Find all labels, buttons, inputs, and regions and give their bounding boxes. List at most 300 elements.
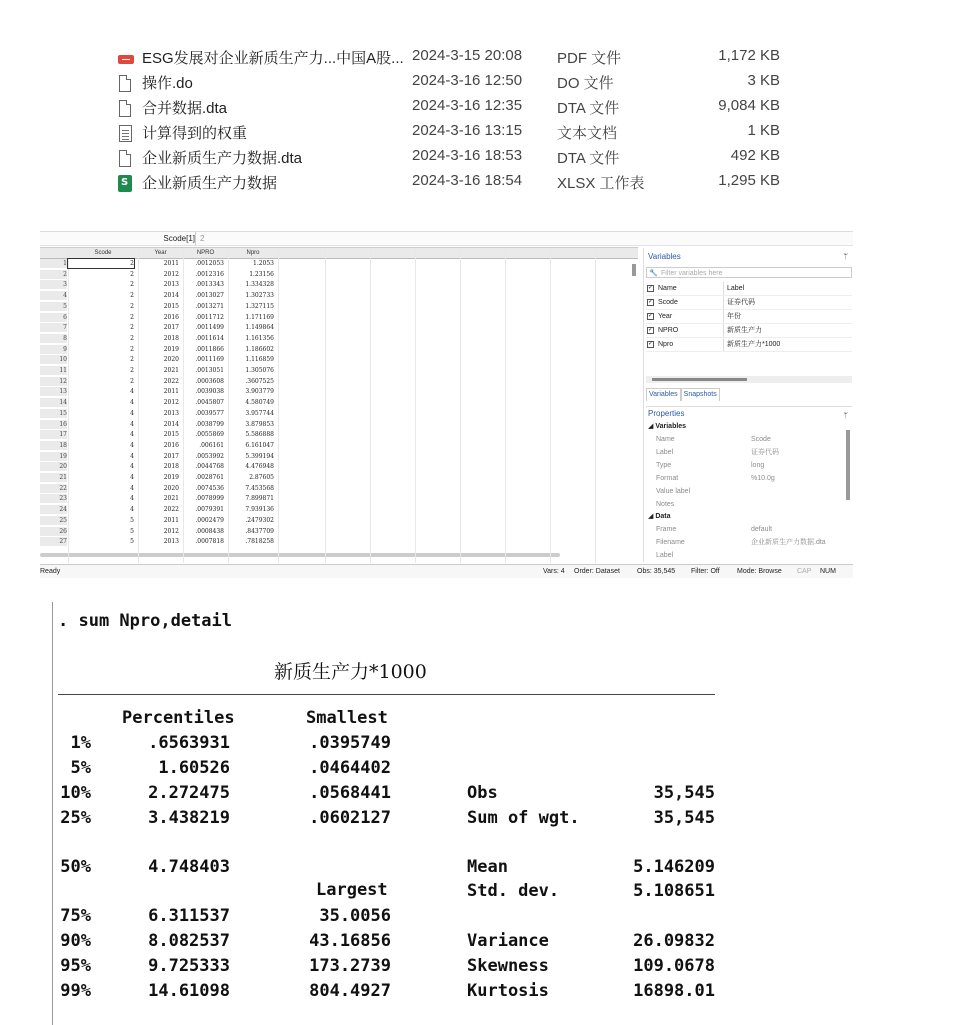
file-icon (118, 73, 134, 91)
cell-scode[interactable]: 2 (130, 324, 134, 332)
variable-row[interactable] (646, 338, 852, 352)
file-size: 1,295 KB (718, 172, 780, 189)
cell-scode[interactable]: 4 (130, 452, 134, 460)
cell-scode[interactable]: 2 (68, 259, 134, 268)
row-number: 12 (40, 377, 67, 386)
stat-value: 26.09832 (633, 931, 715, 951)
file-date: 2024-3-16 13:15 (412, 122, 523, 139)
cell-npro-raw[interactable]: .0013027 (195, 292, 224, 300)
cell-npro[interactable]: 1.302733 (245, 292, 274, 300)
cell-npro[interactable]: 4.476948 (245, 463, 274, 471)
cell-npro-raw[interactable]: .006161 (199, 441, 224, 449)
cell-npro-raw[interactable]: .0011712 (195, 313, 224, 321)
file-type: 文本文档 (557, 125, 618, 142)
file-type: DTA 文件 (557, 100, 620, 117)
extreme-value: .0602127 (309, 808, 391, 828)
file-row[interactable] (118, 94, 818, 119)
variables-table (646, 282, 852, 352)
status-bar (40, 564, 853, 578)
percentile-value: 8.082537 (148, 931, 230, 951)
variable-name: Year (658, 313, 673, 320)
percentile-label: 50% (60, 857, 91, 877)
cell-scode[interactable]: 4 (130, 506, 134, 514)
table-row[interactable] (40, 494, 638, 503)
property-key: Label (656, 449, 674, 456)
row-number: 2 (40, 270, 67, 279)
cell-year[interactable]: 2014 (163, 292, 179, 300)
table-row[interactable] (40, 409, 638, 418)
percentile-label: 90% (60, 931, 91, 951)
row-number: 20 (40, 462, 67, 471)
file-row[interactable] (118, 119, 818, 144)
text-file-icon (118, 123, 134, 141)
cell-scode[interactable]: 2 (130, 292, 134, 300)
row-number: 8 (40, 334, 67, 343)
row-number: 16 (40, 420, 67, 429)
cell-npro-raw[interactable]: .0003608 (195, 377, 224, 385)
file-date: 2024-3-16 12:50 (412, 72, 523, 89)
variable-name: Scode (658, 299, 678, 306)
status-ready: Ready (40, 568, 61, 575)
variables-header-label[interactable]: Label (723, 282, 744, 295)
percentile-value: 14.61098 (148, 981, 230, 1001)
cell-year[interactable]: 2017 (163, 324, 179, 332)
cell-year[interactable]: 2013 (163, 409, 179, 417)
property-row[interactable] (646, 472, 852, 485)
cell-npro-raw[interactable]: .0012053 (195, 260, 224, 267)
cell-npro[interactable]: 1.305076 (245, 367, 274, 374)
cell-npro-raw[interactable]: .0055869 (195, 431, 224, 439)
cell-npro-raw[interactable]: .0013343 (195, 281, 224, 289)
file-size: 1 KB (747, 122, 780, 139)
variable-label: 新质生产力 (723, 324, 762, 337)
table-row[interactable] (40, 323, 638, 332)
percentile-value: 9.725333 (148, 956, 230, 976)
table-row[interactable] (40, 366, 638, 375)
file-row[interactable] (118, 44, 818, 69)
table-row[interactable] (40, 516, 638, 525)
cell-year[interactable]: 2018 (163, 334, 179, 342)
file-name: ESG发展对企业新质生产力...中国A股... (142, 50, 404, 67)
cell-scode[interactable]: 4 (130, 399, 134, 407)
cell-year[interactable]: 2017 (163, 452, 179, 460)
table-row[interactable] (40, 473, 638, 482)
cell-year[interactable]: 2012 (163, 527, 179, 535)
cell-year[interactable]: 2014 (163, 420, 179, 428)
stat-value: 5.108651 (633, 881, 715, 901)
cell-year[interactable]: 2021 (163, 367, 179, 374)
checkbox-icon[interactable]: ✓ (648, 299, 654, 305)
property-row[interactable] (646, 485, 852, 498)
row-number: 23 (40, 494, 67, 503)
property-row[interactable] (646, 498, 852, 511)
table-row[interactable] (40, 377, 638, 386)
cell-scode[interactable]: 2 (130, 270, 134, 278)
percentile-label: 99% (60, 981, 91, 1001)
row-number: 7 (40, 323, 67, 332)
file-row[interactable] (118, 69, 818, 94)
column-header-scode[interactable]: Scode (94, 250, 112, 256)
table-row[interactable] (40, 302, 638, 311)
cell-npro[interactable]: 1.186602 (245, 345, 274, 353)
status-cap: CAP (797, 568, 812, 575)
variables-horizontal-scrollbar[interactable] (652, 378, 747, 381)
cell-npro[interactable]: 5.586888 (245, 431, 274, 439)
extreme-value: .0464402 (309, 758, 391, 778)
cell-year[interactable]: 2015 (163, 302, 179, 310)
property-value: Scode (751, 436, 771, 443)
row-number: 25 (40, 516, 67, 525)
properties-section-data[interactable]: ◢ Data (648, 513, 671, 520)
property-row[interactable] (646, 459, 852, 472)
cell-npro-raw[interactable]: .0053992 (195, 452, 224, 460)
extreme-value: 43.16856 (309, 931, 391, 951)
file-icon (118, 148, 134, 166)
property-key: Name (656, 436, 675, 443)
checkbox-icon[interactable]: ✓ (648, 313, 654, 319)
cell-scode[interactable]: 4 (130, 431, 134, 439)
table-row[interactable] (40, 462, 638, 471)
file-size: 3 KB (747, 72, 780, 89)
cell-npro-raw[interactable]: .0012316 (195, 270, 224, 278)
row-number: 15 (40, 409, 67, 418)
file-size: 1,172 KB (718, 47, 780, 64)
table-row[interactable] (40, 270, 638, 279)
properties-section-label: Data (655, 513, 671, 520)
status-obs: Obs: 35,545 (637, 568, 676, 575)
stat-value: 16898.01 (633, 981, 715, 1001)
cell-year[interactable]: 2012 (163, 399, 179, 407)
percentile-label: 75% (60, 906, 91, 926)
row-number: 26 (40, 527, 67, 536)
property-value: 企业新质生产力数据.dta (751, 539, 826, 546)
cell-year[interactable]: 2018 (163, 463, 179, 471)
stat-label: Sum of wgt. (467, 808, 580, 828)
cell-npro-raw[interactable]: .0007818 (195, 538, 224, 546)
cell-npro-raw[interactable]: .0078999 (195, 495, 224, 503)
cell-npro-raw[interactable]: .0039038 (195, 388, 224, 396)
percentile-value: 4.748403 (148, 857, 230, 877)
percentile-value: 3.438219 (148, 808, 230, 828)
cell-scode[interactable]: 4 (130, 409, 134, 417)
cell-npro[interactable]: 3.903779 (245, 388, 274, 396)
cell-scode[interactable]: 4 (130, 463, 134, 471)
row-number: 27 (40, 537, 67, 546)
cell-npro[interactable]: 1.161356 (245, 334, 274, 342)
cell-year[interactable]: 2015 (163, 431, 179, 439)
property-row[interactable] (646, 536, 852, 549)
cell-year[interactable]: 2011 (163, 260, 179, 267)
table-row[interactable] (40, 291, 638, 300)
extreme-value: 804.4927 (309, 981, 391, 1001)
percentile-label: 1% (70, 733, 91, 753)
property-row[interactable] (646, 433, 852, 446)
cell-npro[interactable]: .8437709 (245, 527, 274, 535)
stat-label: Std. dev. (467, 881, 560, 901)
row-number: 9 (40, 345, 67, 354)
cell-npro-raw[interactable]: .0044768 (195, 463, 224, 471)
table-row[interactable] (40, 430, 638, 439)
cell-year[interactable]: 2013 (163, 281, 179, 289)
file-type: DTA 文件 (557, 150, 620, 167)
cell-npro[interactable]: .7818258 (245, 538, 274, 546)
file-date: 2024-3-16 12:35 (412, 97, 523, 114)
file-row[interactable] (118, 144, 818, 169)
variable-label: 新质生产力*1000 (723, 338, 780, 351)
properties-section-variables[interactable]: ◢ Variables (648, 423, 687, 430)
cell-npro[interactable]: 3.957744 (245, 409, 274, 417)
row-number: 22 (40, 484, 67, 493)
checkbox-icon[interactable]: ✓ (648, 341, 654, 347)
cell-npro-raw[interactable]: .0013051 (195, 367, 224, 374)
status-num: NUM (820, 568, 836, 575)
cell-npro[interactable]: 1.334328 (245, 281, 274, 289)
spreadsheet-icon (118, 173, 134, 191)
file-name: 企业新质生产力数据 (142, 175, 278, 192)
row-number: 4 (40, 291, 67, 300)
properties-scrollbar[interactable] (846, 430, 850, 500)
file-name: 企业新质生产力数据.dta (142, 150, 303, 167)
variables-tabs (646, 388, 720, 400)
cell-scode[interactable]: 2 (130, 356, 134, 364)
table-row[interactable] (40, 334, 638, 343)
extreme-value: .0568441 (309, 783, 391, 803)
stat-label: Skewness (467, 956, 549, 976)
percentile-value: 6.311537 (148, 906, 230, 926)
cell-year[interactable]: 2019 (163, 345, 179, 353)
file-name: 合并数据.dta (142, 100, 228, 117)
cell-npro-raw[interactable]: .0045807 (195, 399, 224, 407)
cell-npro-raw[interactable]: .0011169 (195, 356, 224, 364)
file-name: 操作.do (142, 75, 193, 92)
cell-scode[interactable]: 5 (130, 516, 134, 524)
data-grid[interactable] (40, 247, 638, 563)
table-row[interactable] (40, 452, 638, 461)
cell-scode[interactable]: 4 (130, 474, 134, 481)
cell-npro[interactable]: 7.939136 (245, 506, 274, 514)
table-row[interactable] (40, 387, 638, 396)
grid-header (40, 248, 638, 259)
pin-icon[interactable]: ᛘ (843, 411, 848, 420)
cell-npro[interactable]: 2.87605 (249, 474, 274, 481)
cell-npro-raw[interactable]: .0008438 (195, 527, 224, 535)
cell-scode[interactable]: 2 (130, 367, 134, 374)
table-row[interactable] (40, 441, 638, 450)
cell-scode[interactable]: 2 (130, 281, 134, 289)
cell-npro[interactable]: 1.2053 (253, 260, 274, 267)
cell-npro-raw[interactable]: .0013271 (195, 302, 224, 310)
variable-row[interactable] (646, 296, 852, 310)
table-row[interactable] (40, 355, 638, 364)
percentile-label: 25% (60, 808, 91, 828)
cell-npro[interactable]: 7.453568 (245, 484, 274, 492)
cell-npro[interactable]: 3.879853 (245, 420, 274, 428)
table-row[interactable] (40, 345, 638, 354)
status-mode: Mode: Browse (737, 568, 782, 575)
tab-variables[interactable]: Variables (646, 388, 681, 401)
cell-scode[interactable]: 5 (130, 538, 134, 546)
table-row[interactable] (40, 484, 638, 493)
table-row[interactable] (40, 313, 638, 322)
properties-panel (646, 406, 852, 562)
row-number: 5 (40, 302, 67, 311)
cell-year[interactable]: 2019 (163, 474, 179, 481)
stat-label: Kurtosis (467, 981, 549, 1001)
checkbox-icon[interactable]: ✓ (648, 327, 654, 333)
stat-label: Variance (467, 931, 549, 951)
variable-row[interactable] (646, 310, 852, 324)
column-header-npro-raw[interactable]: NPRO (196, 250, 215, 256)
file-date: 2024-3-15 20:08 (412, 47, 523, 64)
status-vars: Vars: 4 (543, 568, 565, 575)
cell-scode[interactable]: 5 (130, 527, 134, 535)
cell-npro[interactable]: 7.899871 (245, 495, 274, 503)
property-key: Format (656, 475, 679, 482)
cell-npro[interactable]: 4.580749 (245, 399, 274, 407)
property-key: Frame (656, 526, 677, 533)
cell-year[interactable]: 2013 (163, 538, 179, 546)
cell-scode[interactable]: 2 (130, 334, 134, 342)
file-type: DO 文件 (557, 75, 614, 92)
cell-scode[interactable]: 2 (130, 302, 134, 310)
cell-year[interactable]: 2021 (163, 495, 179, 503)
file-row[interactable] (118, 169, 818, 194)
row-number: 24 (40, 505, 67, 514)
column-header-year[interactable]: Year (154, 250, 167, 256)
cell-npro[interactable]: 1.23156 (249, 270, 274, 278)
cell-year[interactable]: 2011 (163, 388, 179, 396)
header-percentiles: Percentiles (122, 708, 235, 728)
checkbox-icon[interactable]: ✓ (648, 285, 654, 291)
property-key: Label (656, 552, 674, 559)
file-type: PDF 文件 (557, 50, 622, 67)
cell-npro[interactable]: .2479302 (245, 516, 274, 524)
cell-scode[interactable]: 4 (130, 495, 134, 503)
filter-variables-input[interactable]: 🔧 Filter variables here (646, 267, 852, 278)
variable-name: NPRO (658, 327, 679, 334)
property-row[interactable] (646, 549, 852, 562)
property-key: Notes (656, 501, 675, 508)
cell-npro-raw[interactable]: .0011499 (195, 324, 224, 332)
property-value: %10.0g (751, 475, 775, 482)
table-row[interactable] (40, 280, 638, 289)
variable-label: 证券代码 (723, 296, 755, 309)
cell-scode[interactable]: 2 (130, 377, 134, 385)
cell-scode[interactable]: 4 (130, 420, 134, 428)
cell-year[interactable]: 2016 (163, 441, 179, 449)
cell-scode[interactable]: 2 (130, 313, 134, 321)
divider (58, 694, 715, 695)
file-icon (118, 98, 134, 116)
column-header-npro[interactable]: Npro (246, 250, 260, 256)
file-date: 2024-3-16 18:53 (412, 147, 523, 164)
variable-label: 新质生产力*1000 (274, 661, 427, 683)
cell-npro-raw[interactable]: .0079391 (195, 506, 224, 514)
property-row[interactable] (646, 446, 852, 459)
cell-year[interactable]: 2020 (163, 356, 179, 364)
variables-header-name[interactable]: Name (658, 285, 677, 292)
file-size: 9,084 KB (718, 97, 780, 114)
cell-npro-raw[interactable]: .0039577 (195, 409, 224, 417)
stat-value: 109.0678 (633, 956, 715, 976)
percentile-value: 2.272475 (148, 783, 230, 803)
cell-npro[interactable]: .3607525 (245, 377, 274, 385)
cell-npro-raw[interactable]: .0002479 (195, 516, 224, 524)
properties-title-label: Properties (648, 409, 685, 418)
table-row[interactable] (40, 259, 638, 268)
cell-scode[interactable]: 4 (130, 484, 134, 492)
property-value: default (751, 526, 773, 533)
file-type: XLSX 工作表 (557, 175, 645, 192)
cell-npro[interactable]: 1.116859 (245, 356, 274, 364)
variables-panel-title: Variables (648, 252, 681, 261)
variable-row[interactable] (646, 324, 852, 338)
row-number: 19 (40, 452, 67, 461)
property-value: 证券代码 (751, 449, 779, 456)
table-row[interactable] (40, 398, 638, 407)
cell-npro-raw[interactable]: .0011614 (195, 334, 224, 342)
row-number: 18 (40, 441, 67, 450)
file-date: 2024-3-16 18:54 (412, 172, 523, 189)
variable-name: Npro (658, 341, 674, 348)
extreme-value: .0395749 (309, 733, 391, 753)
row-number: 10 (40, 355, 67, 364)
cell-year[interactable]: 2012 (163, 270, 179, 278)
percentile-label: 10% (60, 783, 91, 803)
property-key: Type (656, 462, 672, 469)
table-row[interactable] (40, 420, 638, 429)
cell-npro[interactable]: 1.171169 (245, 313, 274, 321)
percentile-label: 95% (60, 956, 91, 976)
cell-year[interactable]: 2011 (163, 516, 179, 524)
cell-scode[interactable]: 4 (130, 441, 134, 449)
cell-npro[interactable]: 6.161047 (245, 441, 274, 449)
header-smallest: Smallest (306, 708, 388, 728)
tab-snapshots[interactable]: Snapshots (681, 388, 720, 401)
status-order: Order: Dataset (574, 568, 620, 575)
cell-npro[interactable]: 1.327115 (245, 302, 274, 310)
stat-value: 35,545 (653, 783, 715, 803)
cell-npro-raw[interactable]: .0028761 (195, 474, 224, 481)
property-key: Filename (656, 539, 685, 546)
grid-horizontal-scrollbar[interactable] (40, 553, 560, 557)
cell-year[interactable]: 2016 (163, 313, 179, 321)
row-number: 1 (40, 259, 67, 268)
cell-npro[interactable]: 5.399194 (245, 452, 274, 460)
table-row[interactable] (40, 537, 638, 546)
variables-header-row (646, 282, 852, 296)
cell-npro-raw[interactable]: .0011866 (195, 345, 224, 353)
cell-year[interactable]: 2022 (163, 377, 179, 385)
cell-year[interactable]: 2022 (163, 506, 179, 514)
cell-npro-raw[interactable]: .0038799 (195, 420, 224, 428)
cell-npro[interactable]: 1.149864 (245, 324, 274, 332)
cell-npro-raw[interactable]: .0074536 (195, 484, 224, 492)
cell-year[interactable]: 2020 (163, 484, 179, 492)
cell-bar (40, 232, 853, 246)
cell-scode[interactable]: 4 (130, 388, 134, 396)
pin-icon[interactable]: ᛘ (843, 252, 848, 261)
row-number: 13 (40, 387, 67, 396)
cell-value-input[interactable]: 2 (200, 234, 205, 243)
table-row[interactable] (40, 527, 638, 536)
table-row[interactable] (40, 505, 638, 514)
cell-reference[interactable]: Scode[1] (40, 232, 196, 245)
cell-scode[interactable]: 2 (130, 345, 134, 353)
row-number: 14 (40, 398, 67, 407)
pdf-icon (118, 48, 134, 66)
property-row[interactable] (646, 523, 852, 536)
